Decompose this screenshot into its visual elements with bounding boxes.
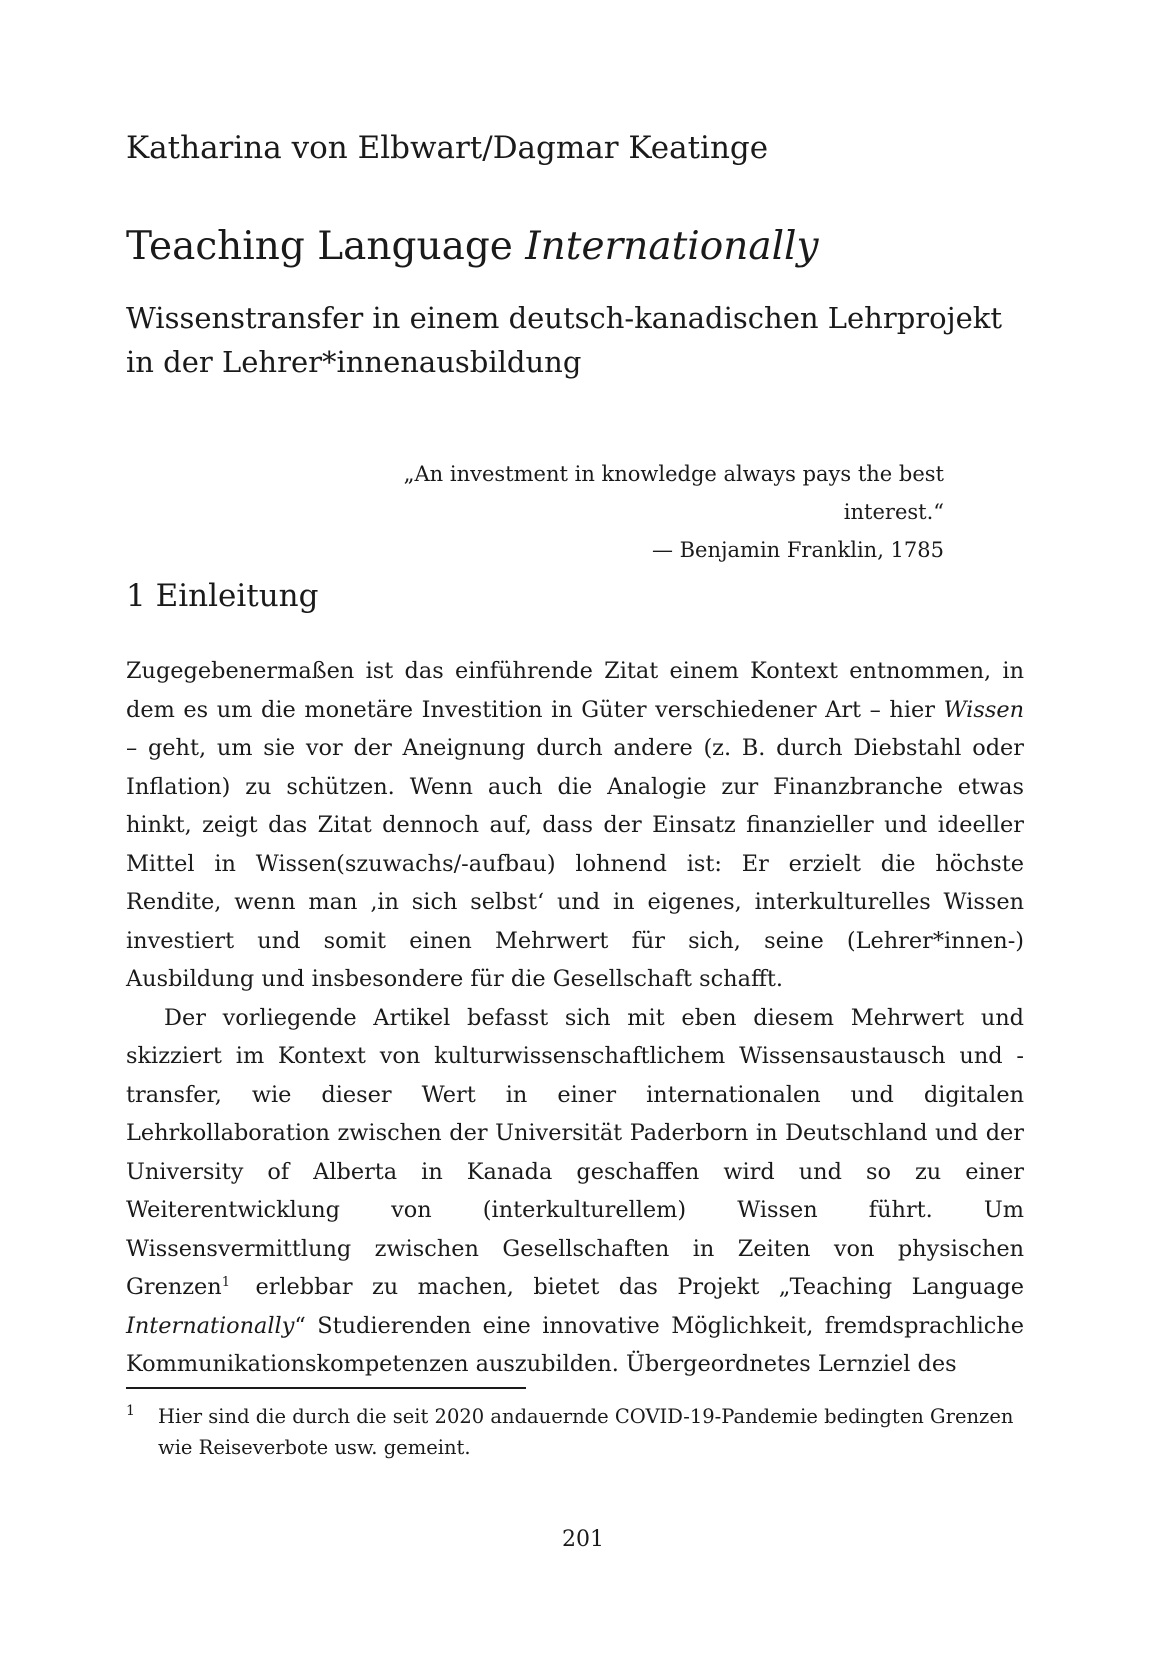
chapter-title-italic: Internationally	[525, 224, 819, 269]
section-heading: 1 Einleitung	[126, 578, 319, 614]
paragraph-2-text-b: erlebbar zu machen, bietet das Projekt „Teaching Language	[236, 1274, 1024, 1300]
paragraph-1-text-a: Zugegebenermaßen ist das einführende Zitat einem Kontext entnommen, in dem es um die monetäre Investition in Güter verschiedener Art – hier	[126, 658, 1024, 723]
chapter-subtitle: Wissenstransfer in einem deutsch-kanadischen Lehrprojekt in der Lehrer*innenausbildung	[126, 301, 1002, 379]
chapter-title-main: Teaching Language	[126, 224, 526, 269]
footnote-number: 1	[126, 1403, 135, 1419]
paragraph-2-text-c: “ Studierenden eine innovative Möglichkeit, fremdsprachliche Kommunikationskompetenzen auszubilden. Übergeordnetes Lernziel des	[126, 1312, 1024, 1377]
body-text	[126, 652, 1024, 1384]
paragraph-1	[126, 652, 1024, 999]
epigraph	[300, 455, 944, 569]
paragraph-1-italic: Wissen	[943, 696, 1024, 723]
paragraph-2	[126, 999, 1024, 1384]
footnote-separator	[126, 1387, 526, 1389]
paragraph-1-text-b: – geht, um sie vor der Aneignung durch andere (z. B. durch Diebstahl oder Inflation) zu schützen. Wenn auch die Analogie zur Finanzbranche etwas hinkt, zeigt das Zitat dennoch auf, dass der Einsatz finanzieller und ideeller Mittel in Wissen(szuwachs/-aufbau) lohnend ist: Er erzielt die höchste Rendite, wenn man ‚in sich selbst‘ und in eigenes, interkulturelles Wissen investiert und somit einen Mehrwert für sich, seine (Lehrer*innen-) Ausbildung und insbesondere für die Gesellschaft schafft.	[126, 735, 1024, 992]
paragraph-2-text-a: Der vorliegende Artikel befasst sich mit eben diesem Mehrwert und skizziert im Kontext von kulturwissenschaftlichem Wissensaustausch und -transfer, wie dieser Wert in einer internationalen und digitalen Lehrkollaboration zwischen der Universität Paderborn in Deutschland und der University of Alberta in Kanada geschaffen wird und so zu einer Weiterentwicklung von (interkulturellem) Wissen führt. Um Wissensvermittlung zwischen Gesellschaften in Zeiten von physischen Grenzen	[126, 1004, 1024, 1300]
paragraph-2-italic: Internationally	[126, 1312, 295, 1339]
authors: Katharina von Elbwart/Dagmar Keatinge	[126, 130, 769, 166]
footnote-reference[interactable]: 1	[221, 1274, 231, 1290]
chapter-title	[126, 222, 1024, 272]
footnote-text: Hier sind die durch die seit 2020 andauernde COVID-19-Pandemie bedingten Grenzen wie Reiseverbote usw. gemeint.	[158, 1405, 1014, 1459]
epigraph-attribution: — Benjamin Franklin, 1785	[651, 538, 944, 562]
epigraph-quote: „An investment in knowledge always pays the best interest.“	[403, 462, 944, 524]
page-number: 201	[562, 1527, 604, 1552]
